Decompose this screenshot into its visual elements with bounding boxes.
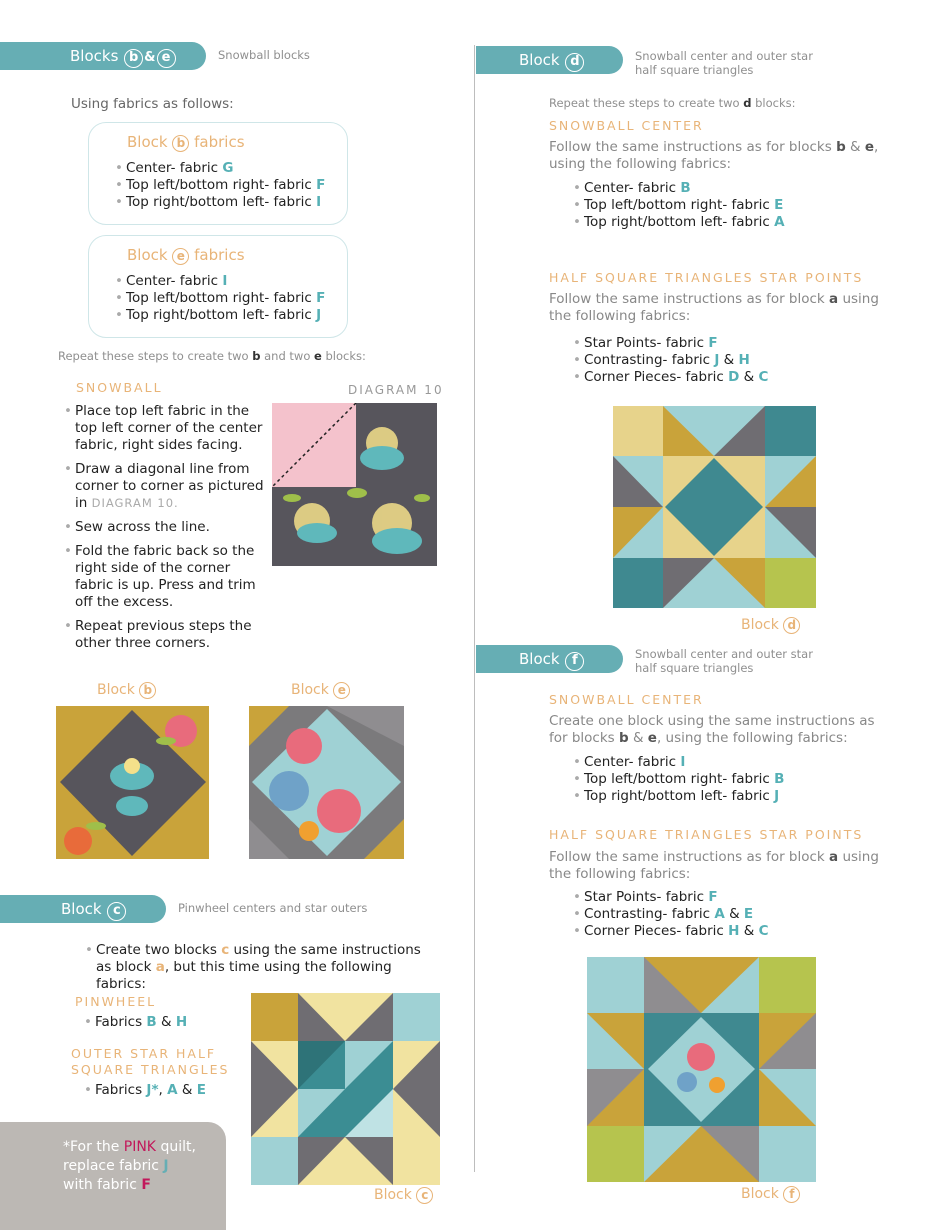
block-f-image	[587, 957, 816, 1182]
d-follow-text: Follow the same instructions as for blocks b & e, using the following fabrics:	[549, 139, 879, 172]
block-b-image	[56, 706, 209, 859]
fabric-list	[115, 273, 347, 324]
step-item: • Draw a diagonal line from corner to corner as pictured in DIAGRAM 10.	[64, 461, 264, 512]
fabric-box-b	[88, 122, 348, 225]
list-item: • Top left/bottom right- fabric B	[573, 771, 784, 788]
list-item: • Star Points- fabric F	[573, 335, 768, 352]
list-item: • Corner Pieces- fabric D & C	[573, 369, 768, 386]
list-item: • Corner Pieces- fabric H & C	[573, 923, 769, 940]
list-item: • Top right/bottom left- fabric J	[115, 307, 347, 324]
d-snowball-heading: SNOWBALL CENTER	[549, 118, 704, 133]
outer-heading: OUTER STAR HALF SQUARE TRIANGLES	[71, 1046, 230, 1077]
block-c-label: Block c	[374, 1187, 433, 1204]
list-item: • Fabrics B & H	[84, 1014, 187, 1031]
tab-subtitle: Snowball blocks	[218, 48, 310, 62]
block-e-image	[249, 706, 404, 859]
f-snowball-heading: SNOWBALL CENTER	[549, 692, 704, 707]
tab-amp: &	[144, 50, 156, 65]
list-item: • Contrasting- fabric A & E	[573, 906, 769, 923]
column-divider	[474, 45, 475, 1172]
snowball-heading: SNOWBALL	[76, 380, 163, 395]
d-snowball-list	[573, 180, 785, 231]
intro-text: Using fabrics as follows:	[71, 96, 234, 112]
d-hst-heading: HALF SQUARE TRIANGLES STAR POINTS	[549, 270, 864, 285]
fabric-list	[115, 160, 347, 211]
f-hst-list	[573, 889, 769, 940]
pink-quilt-note: *For the PINK quilt, replace fabric J with fabric F	[0, 1122, 226, 1230]
section-tab-block-c: Block c	[0, 895, 166, 923]
list-item: • Top right/bottom left- fabric A	[573, 214, 785, 231]
tab-word: Blocks	[70, 47, 119, 65]
block-d-drawing	[613, 406, 816, 608]
list-item: • Center- fabric G	[115, 160, 347, 177]
c-instructions	[85, 942, 440, 993]
f-hst-heading: HALF SQUARE TRIANGLES STAR POINTS	[549, 827, 864, 842]
tab-f-subtitle: Snowball center and outer star half square triangles	[635, 647, 813, 675]
list-item: • Contrasting- fabric J & H	[573, 352, 768, 369]
block-c-image	[251, 993, 440, 1185]
box-title: Block b fabrics	[127, 133, 245, 151]
snowball-steps	[64, 403, 264, 652]
section-tab-block-d: Block d	[476, 46, 623, 74]
pinwheel-list	[84, 1014, 187, 1031]
f-snowball-list	[573, 754, 784, 805]
repeat-text: Repeat these steps to create two b and two e blocks:	[58, 349, 366, 363]
list-item: • Fabrics J*, A & E	[84, 1082, 206, 1099]
list-item: • Center- fabric I	[115, 273, 347, 290]
list-item: • Center- fabric B	[573, 180, 785, 197]
block-d-label: Block d	[741, 617, 800, 634]
block-b-drawing	[56, 706, 209, 859]
d-hst-follow: Follow the same instructions as for block a using the following fabrics:	[549, 291, 879, 324]
list-item: • Top right/bottom left- fabric I	[115, 194, 347, 211]
diagram-10-image	[272, 403, 437, 566]
tab-letter-e: e	[157, 49, 176, 68]
outer-list	[84, 1082, 206, 1099]
tab-d-subtitle: Snowball center and outer star half square triangles	[635, 49, 813, 77]
tab-c-subtitle: Pinwheel centers and star outers	[178, 901, 368, 915]
diagram-label: DIAGRAM 10	[348, 383, 444, 397]
block-d-image	[613, 406, 816, 608]
block-f-drawing	[587, 957, 816, 1182]
list-item: • Create two blocks c using the same instructions as block a, but this time using the following fabrics:	[85, 942, 440, 993]
d-repeat-text: Repeat these steps to create two d blocks:	[549, 96, 796, 110]
d-hst-list	[573, 335, 768, 386]
list-item: • Star Points- fabric F	[573, 889, 769, 906]
block-b-label: Block b	[97, 682, 156, 699]
step-item: • Fold the fabric back so the right side of the corner fabric is up. Press and trim off the excess.	[64, 543, 264, 611]
block-e-drawing	[249, 706, 404, 859]
f-hst-follow: Follow the same instructions as for block a using the following fabrics:	[549, 849, 879, 882]
step-item: • Repeat previous steps the other three corners.	[64, 618, 264, 652]
f-create-text: Create one block using the same instructions as for blocks b & e, using the following fabrics:	[549, 713, 875, 746]
step-item: • Sew across the line.	[64, 519, 264, 536]
diagram-10-drawing	[272, 403, 437, 566]
block-f-label: Block f	[741, 1186, 800, 1203]
tab-letter-b: b	[124, 49, 143, 68]
pinwheel-heading: PINWHEEL	[75, 994, 157, 1009]
list-item: • Top left/bottom right- fabric E	[573, 197, 785, 214]
list-item: • Top left/bottom right- fabric F	[115, 290, 347, 307]
box-title: Block e fabrics	[127, 246, 245, 264]
step-item: • Place top left fabric in the top left corner of the center fabric, right sides facing.	[64, 403, 264, 454]
block-c-drawing	[251, 993, 440, 1185]
list-item: • Top right/bottom left- fabric J	[573, 788, 784, 805]
fabric-box-e	[88, 235, 348, 338]
section-tab-block-f: Block f	[476, 645, 623, 673]
list-item: • Top left/bottom right- fabric F	[115, 177, 347, 194]
section-tab-blocks-b-e	[0, 42, 206, 70]
list-item: • Center- fabric I	[573, 754, 784, 771]
block-e-label: Block e	[291, 682, 350, 699]
